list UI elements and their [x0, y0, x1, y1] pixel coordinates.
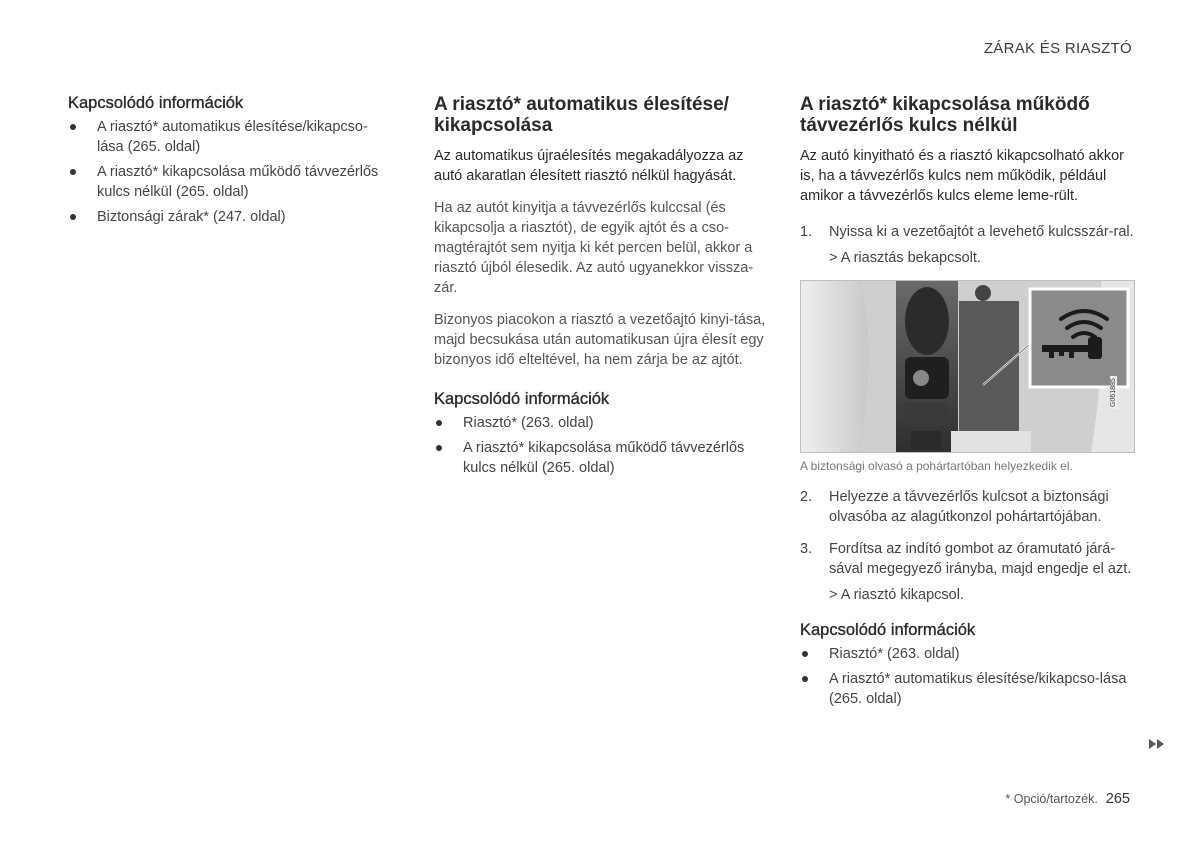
column-auto-arming: [434, 94, 769, 483]
bullet-icon: [70, 214, 76, 220]
step-result: > A riasztó kikapcsol.: [829, 587, 964, 603]
paragraph: Bizonyos piacokon a riasztó a vezetőajtó kinyi-tása, majd becsukása után automatikusan újra élesít egy bizonyos idő elteltével, ha nem zárja be az ajtót.: [434, 312, 766, 368]
related-link[interactable]: A riasztó* automatikus élesítése/kikapcso-lása (265. oldal): [800, 669, 1135, 709]
related-link[interactable]: Biztonsági zárak* (247. oldal): [68, 207, 388, 227]
figure-code: G061885: [1110, 378, 1117, 407]
related-heading: Kapcsolódó információk: [800, 621, 976, 639]
figure-caption: A biztonsági olvasó a pohártartóban helyezkedik el.: [800, 459, 1073, 473]
related-link[interactable]: A riasztó* kikapcsolása működő távvezérlős kulcs nélkül (265. oldal): [434, 438, 769, 478]
related-heading: Kapcsolódó információk: [68, 94, 244, 112]
section-title: A riasztó* automatikus élesítése/ kikapcsolása: [434, 94, 729, 136]
page-header-title: ZÁRAK ÉS RIASZTÓ: [983, 40, 1132, 57]
step-result: > A riasztás bekapcsolt.: [829, 250, 981, 266]
step-item: 3. Fordítsa az indító gombot az óramutató járá-sával megegyező irányba, majd engedje el azt.: [800, 541, 1132, 577]
page-number: 265: [1105, 791, 1130, 807]
steps-list: [800, 222, 1135, 242]
steps-list: [800, 487, 1135, 579]
related-link[interactable]: Riasztó* (263. oldal): [800, 644, 1135, 664]
bullet-icon: [802, 676, 808, 682]
footer: [1005, 791, 1130, 807]
column-disarm-without-key: [800, 94, 1135, 714]
paragraph: Ha az autót kinyitja a távvezérlős kulccsal (és kikapcsolja a riasztót), de egyik ajtót és a cso-magtérajtót sem nyitja ki két percen belül, akkor a riasztó újból élesedik. Az autó ugyanekkor vissza-zár.: [434, 200, 754, 296]
related-link[interactable]: A riasztó* automatikus élesítése/kikapcso-lása (265. oldal): [68, 117, 388, 157]
related-list: [800, 644, 1135, 709]
footnote: * Opció/tartozék.: [1005, 792, 1098, 806]
step-item: 1. Nyissa ki a vezetőajtót a levehető kulcsszár-ral.: [800, 224, 1134, 240]
related-list: [434, 413, 769, 478]
bullet-icon: [70, 124, 76, 130]
bullet-icon: [802, 651, 808, 657]
console-photo: [801, 281, 1134, 452]
double-arrow-right-icon[interactable]: [1148, 737, 1166, 755]
cupholder-reader-figure: [800, 280, 1135, 453]
section-title: A riasztó* kikapcsolása működő távvezérlős kulcs nélkül: [800, 94, 1090, 136]
related-link[interactable]: A riasztó* kikapcsolása működő távvezérlős kulcs nélkül (265. oldal): [68, 162, 388, 202]
column-related-left: [68, 94, 388, 232]
related-list: [68, 117, 388, 227]
related-link[interactable]: Riasztó* (263. oldal): [434, 413, 769, 433]
key-remote-icon: [1030, 289, 1128, 387]
step-item: 2. Helyezze a távvezérlős kulcsot a biztonsági olvasóba az alagútkonzol pohártartójában.: [800, 489, 1109, 525]
section-lead: Az autó kinyitható és a riasztó kikapcsolható akkor is, ha a távvezérlős kulcs nem működik, például amikor a távvezérlős kulcs eleme leme-rült.: [800, 148, 1124, 204]
section-lead: Az automatikus újraélesítés megakadályozza az autó akaratlan élesített riasztó nélkül hagyását.: [434, 148, 744, 184]
bullet-icon: [436, 420, 442, 426]
bullet-icon: [70, 169, 76, 175]
bullet-icon: [436, 445, 442, 451]
related-heading: Kapcsolódó információk: [434, 390, 610, 408]
